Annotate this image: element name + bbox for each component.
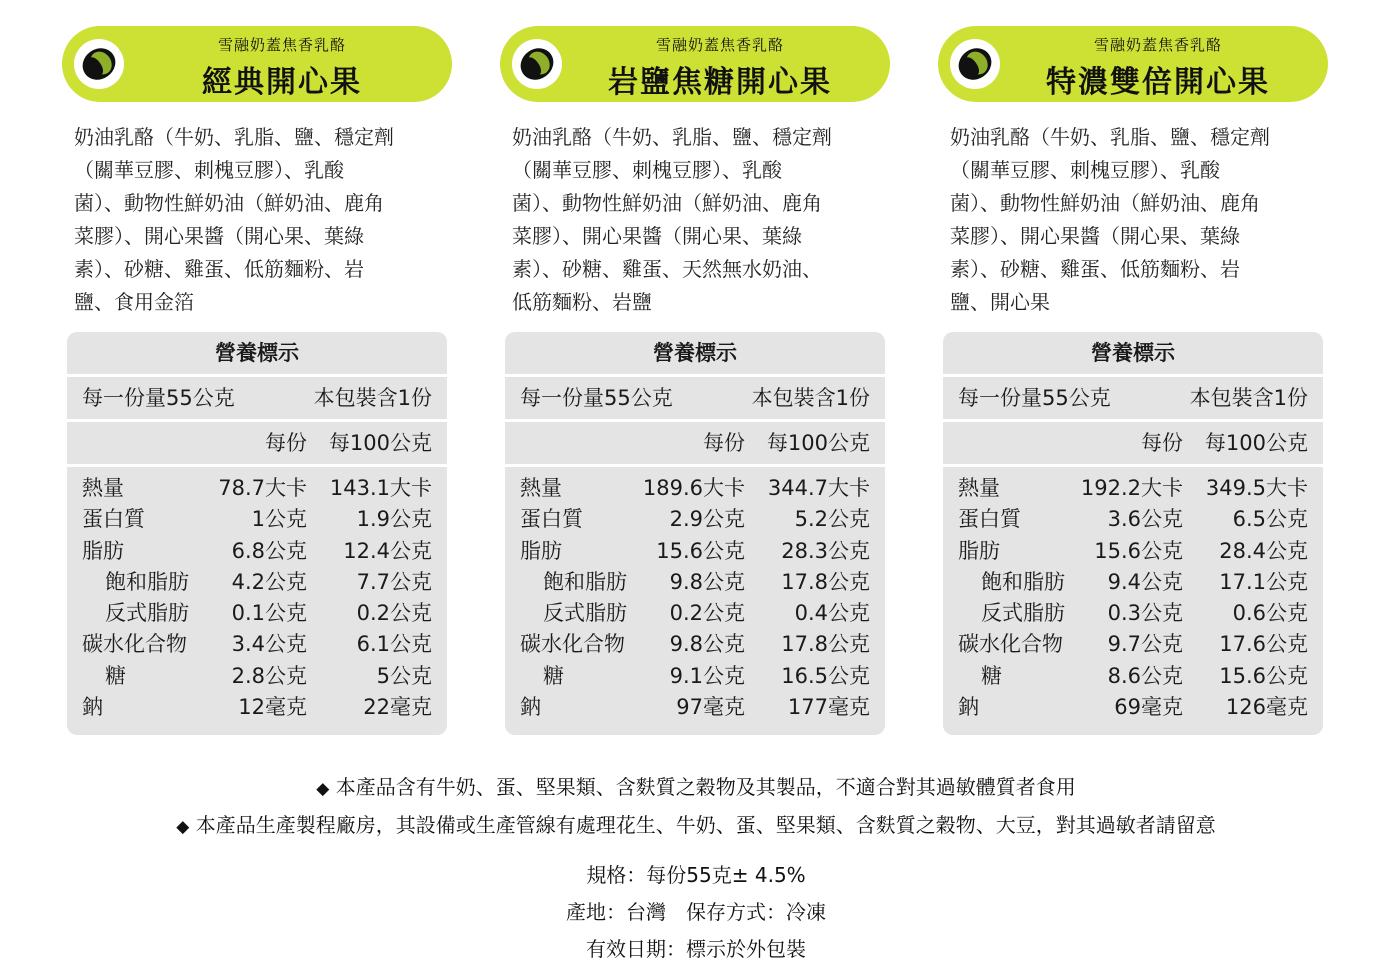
nutrition-table — [67, 332, 447, 735]
nutrient-name: 飽和脂肪 — [105, 569, 189, 594]
serving-row — [505, 377, 885, 419]
per-100g-value: 349.5大卡 — [1205, 476, 1308, 500]
nutrient-name: 糖 — [543, 663, 564, 688]
per-100g-value: 143.1大卡 — [329, 476, 432, 500]
serving-size: 每一份量55公克 — [82, 386, 235, 410]
per-serving-value: 6.8公克 — [231, 538, 307, 563]
spec-origin-storage: 產地：台灣 保存方式：冷凍 — [566, 900, 826, 924]
col-per-100g: 每100公克 — [766, 431, 870, 455]
nutrient-name: 脂肪 — [82, 538, 124, 563]
per-100g-value: 0.4公克 — [794, 601, 870, 626]
per-100g-value: 1.9公克 — [356, 507, 432, 532]
nutrition-title: 營養標示 — [67, 332, 447, 374]
serving-row — [67, 377, 447, 419]
nutrient-name: 熱量 — [958, 476, 1000, 500]
per-100g-value: 344.7大卡 — [767, 476, 870, 500]
per-serving-value: 3.6公克 — [1107, 507, 1183, 532]
nutrient-row-sodium — [943, 692, 1323, 723]
pistachio-icon — [512, 39, 562, 89]
per-serving-value: 2.8公克 — [231, 663, 307, 688]
per-serving-value: 78.7大卡 — [218, 476, 307, 500]
ingredients-line: 素）、砂糖、雞蛋、天然無水奶油、 — [512, 257, 822, 281]
nutrient-row-energy — [943, 473, 1323, 504]
nutrient-row-protein — [67, 504, 447, 535]
per-serving-value: 1公克 — [251, 507, 307, 532]
nutrient-name: 反式脂肪 — [105, 601, 189, 626]
nutrient-name: 反式脂肪 — [543, 601, 627, 626]
nutrient-name: 脂肪 — [958, 538, 1000, 563]
per-100g-value: 17.1公克 — [1219, 569, 1308, 594]
ingredients-list — [512, 121, 888, 319]
nutrient-name: 糖 — [981, 663, 1002, 688]
nutrient-name: 蛋白質 — [958, 507, 1021, 532]
col-per-100g: 每100公克 — [1204, 431, 1308, 455]
servings-per-pack: 本包裝含1份 — [751, 386, 870, 410]
per-100g-value: 126毫克 — [1225, 695, 1308, 720]
per-serving-value: 2.9公克 — [669, 507, 745, 532]
nutrient-row-sodium — [67, 692, 447, 723]
nutrient-row-saturated-fat — [943, 567, 1323, 598]
per-100g-value: 5.2公克 — [794, 507, 870, 532]
serving-size: 每一份量55公克 — [520, 386, 673, 410]
allergen-note-text: 本產品生產製程廠房，其設備或生產管線有處理花生、牛奶、蛋、堅果類、含麩質之穀物、大豆，對其過敏者請留意 — [195, 813, 1216, 837]
per-serving-value: 8.6公克 — [1107, 663, 1183, 688]
per-serving-value: 0.3公克 — [1107, 601, 1183, 626]
nutrient-row-fat — [943, 536, 1323, 567]
product-name: 岩鹽焦糖開心果 — [608, 65, 832, 100]
allergen-notes — [0, 769, 1392, 845]
nutrient-row-sugar — [943, 661, 1323, 692]
per-serving-value: 189.6大卡 — [642, 476, 745, 500]
col-per-serving: 每份 — [703, 431, 745, 455]
nutrient-name: 鈉 — [82, 695, 103, 720]
nutrient-name: 熱量 — [82, 476, 124, 500]
ingredients-line: 奶油乳酪（牛奶、乳脂、鹽、穩定劑 — [74, 125, 394, 149]
per-serving-value: 15.6公克 — [1094, 538, 1183, 563]
per-100g-value: 6.1公克 — [356, 632, 432, 657]
nutrient-row-carbohydrate — [943, 629, 1323, 660]
per-serving-value: 12毫克 — [238, 695, 307, 720]
nutrient-row-sugar — [505, 661, 885, 692]
per-serving-value: 9.7公克 — [1107, 632, 1183, 657]
nutrient-name: 碳水化合物 — [958, 632, 1063, 657]
column-header-row — [943, 422, 1323, 464]
product-name: 特濃雙倍開心果 — [1046, 65, 1270, 100]
per-serving-value: 9.1公克 — [669, 663, 745, 688]
nutrient-row-trans-fat — [943, 598, 1323, 629]
ingredients-line: （關華豆膠、刺槐豆膠）、乳酸 — [950, 158, 1220, 182]
ingredients-line: 菜膠）、開心果醬（開心果、葉綠 — [74, 224, 364, 248]
ingredients-line: 菜膠）、開心果醬（開心果、葉綠 — [950, 224, 1240, 248]
allergen-note — [0, 807, 1392, 845]
nutrient-row-fat — [67, 536, 447, 567]
per-100g-value: 7.7公克 — [356, 569, 432, 594]
ingredients-line: 低筋麵粉、岩鹽 — [512, 290, 652, 314]
nutrient-name: 碳水化合物 — [82, 632, 187, 657]
nutrient-name: 鈉 — [520, 695, 541, 720]
nutrient-name: 鈉 — [958, 695, 979, 720]
per-100g-value: 17.6公克 — [1219, 632, 1308, 657]
ingredients-line: （關華豆膠、刺槐豆膠）、乳酸 — [512, 158, 782, 182]
product-spec — [0, 857, 1392, 968]
nutrient-name: 飽和脂肪 — [981, 569, 1065, 594]
ingredients-line: 素）、砂糖、雞蛋、低筋麵粉、岩 — [74, 257, 364, 281]
nutrition-title: 營養標示 — [505, 332, 885, 374]
product-header — [62, 26, 452, 102]
ingredients-line: 菌）、動物性鮮奶油（鮮奶油、鹿角 — [512, 191, 822, 215]
per-100g-value: 5公克 — [376, 663, 432, 688]
per-100g-value: 12.4公克 — [343, 538, 432, 563]
product-column — [938, 26, 1330, 720]
column-header-row — [505, 422, 885, 464]
per-100g-value: 28.4公克 — [1219, 538, 1308, 563]
per-100g-value: 0.6公克 — [1232, 601, 1308, 626]
nutrient-row-trans-fat — [505, 598, 885, 629]
ingredients-line: 菌）、動物性鮮奶油（鮮奶油、鹿角 — [950, 191, 1260, 215]
per-serving-value: 9.8公克 — [669, 569, 745, 594]
nutrient-row-energy — [505, 473, 885, 504]
ingredients-line: 素）、砂糖、雞蛋、低筋麵粉、岩 — [950, 257, 1240, 281]
nutrient-rows — [943, 467, 1323, 735]
servings-per-pack: 本包裝含1份 — [1189, 386, 1308, 410]
nutrient-row-energy — [67, 473, 447, 504]
nutrient-row-saturated-fat — [67, 567, 447, 598]
ingredients-line: 鹽、開心果 — [950, 290, 1050, 314]
servings-per-pack: 本包裝含1份 — [313, 386, 432, 410]
product-column — [62, 26, 454, 720]
allergen-note-text: 本產品含有牛奶、蛋、堅果類、含麩質之穀物及其製品，不適合對其過敏體質者食用 — [335, 775, 1076, 799]
nutrient-name: 碳水化合物 — [520, 632, 625, 657]
per-serving-value: 97毫克 — [676, 695, 745, 720]
per-100g-value: 22毫克 — [363, 695, 432, 720]
ingredients-line: 菜膠）、開心果醬（開心果、葉綠 — [512, 224, 802, 248]
ingredients-list — [950, 121, 1326, 319]
ingredients-line: 鹽、食用金箔 — [74, 290, 194, 314]
per-serving-value: 15.6公克 — [656, 538, 745, 563]
ingredients-line: 奶油乳酪（牛奶、乳脂、鹽、穩定劑 — [950, 125, 1270, 149]
per-100g-value: 177毫克 — [787, 695, 870, 720]
per-100g-value: 17.8公克 — [781, 632, 870, 657]
per-100g-value: 15.6公克 — [1219, 663, 1308, 688]
nutrient-row-protein — [943, 504, 1323, 535]
ingredients-line: 奶油乳酪（牛奶、乳脂、鹽、穩定劑 — [512, 125, 832, 149]
per-serving-value: 69毫克 — [1114, 695, 1183, 720]
ingredients-line: 菌）、動物性鮮奶油（鮮奶油、鹿角 — [74, 191, 384, 215]
nutrient-rows — [505, 467, 885, 735]
diamond-bullet-icon: ◆ — [316, 779, 330, 799]
nutrition-table — [505, 332, 885, 735]
per-100g-value: 17.8公克 — [781, 569, 870, 594]
column-header-row — [67, 422, 447, 464]
nutrient-name: 糖 — [105, 663, 126, 688]
brand-label: 雪融奶蓋焦香乳酪 — [655, 36, 784, 54]
nutrient-name: 反式脂肪 — [981, 601, 1065, 626]
nutrient-row-fat — [505, 536, 885, 567]
nutrition-title: 營養標示 — [943, 332, 1323, 374]
nutrient-row-protein — [505, 504, 885, 535]
nutrient-rows — [67, 467, 447, 735]
per-100g-value: 16.5公克 — [781, 663, 870, 688]
nutrient-name: 蛋白質 — [82, 507, 145, 532]
nutrient-name: 蛋白質 — [520, 507, 583, 532]
nutrient-row-sugar — [67, 661, 447, 692]
per-serving-value: 0.2公克 — [669, 601, 745, 626]
diamond-bullet-icon: ◆ — [176, 817, 190, 837]
col-per-100g: 每100公克 — [328, 431, 432, 455]
per-100g-value: 6.5公克 — [1232, 507, 1308, 532]
product-name: 經典開心果 — [202, 65, 362, 100]
per-serving-value: 9.8公克 — [669, 632, 745, 657]
per-100g-value: 28.3公克 — [781, 538, 870, 563]
col-per-serving: 每份 — [1141, 431, 1183, 455]
nutrient-row-sodium — [505, 692, 885, 723]
nutrient-name: 熱量 — [520, 476, 562, 500]
per-serving-value: 3.4公克 — [231, 632, 307, 657]
nutrient-row-saturated-fat — [505, 567, 885, 598]
nutrient-row-trans-fat — [67, 598, 447, 629]
nutrient-name: 飽和脂肪 — [543, 569, 627, 594]
ingredients-line: （關華豆膠、刺槐豆膠）、乳酸 — [74, 158, 344, 182]
per-serving-value: 4.2公克 — [231, 569, 307, 594]
brand-label: 雪融奶蓋焦香乳酪 — [217, 36, 346, 54]
per-serving-value: 192.2大卡 — [1080, 476, 1183, 500]
nutrient-name: 脂肪 — [520, 538, 562, 563]
col-per-serving: 每份 — [265, 431, 307, 455]
nutrition-table — [943, 332, 1323, 735]
product-column — [500, 26, 892, 720]
brand-label: 雪融奶蓋焦香乳酪 — [1093, 36, 1222, 54]
per-serving-value: 9.4公克 — [1107, 569, 1183, 594]
pistachio-icon — [74, 39, 124, 89]
serving-row — [943, 377, 1323, 419]
spec-size: 規格：每份55克± 4.5% — [586, 863, 806, 887]
product-header — [938, 26, 1328, 102]
per-serving-value: 0.1公克 — [231, 601, 307, 626]
pistachio-icon — [950, 39, 1000, 89]
allergen-note — [0, 769, 1392, 807]
product-header — [500, 26, 890, 102]
per-100g-value: 0.2公克 — [356, 601, 432, 626]
nutrient-row-carbohydrate — [67, 629, 447, 660]
serving-size: 每一份量55公克 — [958, 386, 1111, 410]
ingredients-list — [74, 121, 450, 319]
spec-expiry: 有效日期：標示於外包裝 — [586, 937, 806, 961]
nutrient-row-carbohydrate — [505, 629, 885, 660]
